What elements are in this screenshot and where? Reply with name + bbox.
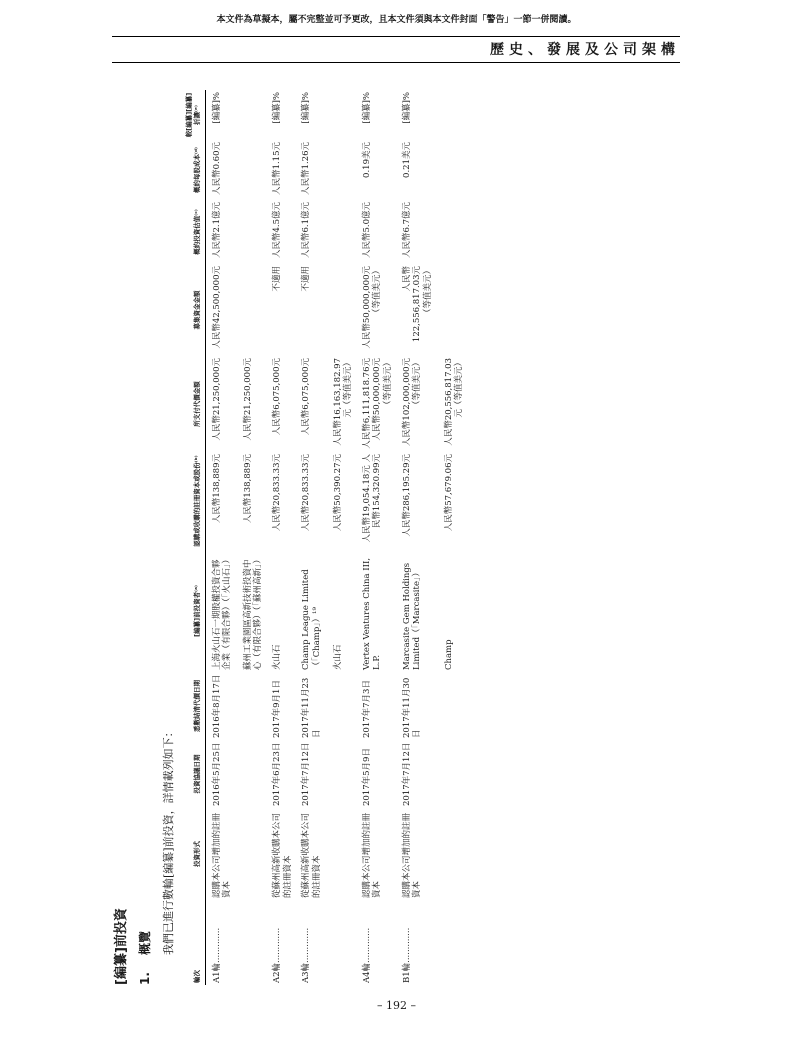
- cell-discount: [436, 90, 467, 140]
- cell-settlement-date: [436, 672, 467, 740]
- cell-discount: [編纂]%: [272, 92, 283, 124]
- cell-discount: [325, 90, 356, 140]
- cell-consideration: 人民幣21,250,000元: [211, 358, 222, 441]
- header-rule-top: [112, 36, 680, 37]
- cell-discount: [編纂]%: [361, 92, 372, 124]
- cell-investor: 火山石: [332, 644, 343, 670]
- table-row: [235, 90, 266, 985]
- cell-consideration: 人民幣6,111,818.76元 人民幣50,000,000元（等值美元）: [361, 358, 394, 449]
- subsection-number: 1.: [138, 972, 152, 985]
- cell-cost-per-share: 0.19美元: [361, 142, 372, 178]
- cell-consideration: 人民幣102,000,000元（等值美元）: [401, 358, 423, 447]
- cell-consideration: 人民幣6,075,000元: [272, 358, 283, 436]
- cell-valuation: 人民幣6.1億元: [301, 202, 312, 259]
- table-header-row: [185, 90, 205, 985]
- cell-discount: [編纂]%: [401, 92, 412, 124]
- cell-cost-per-share: [325, 140, 356, 200]
- cell-form: 從蘇州高新收購本公司的註冊資本: [272, 812, 293, 898]
- cell-round: A3輪.............: [301, 927, 312, 983]
- investment-table: [185, 90, 467, 985]
- cell-agreement-date: [436, 740, 467, 808]
- cell-cost-per-share: [235, 140, 266, 200]
- cell-consideration: 人民幣20,556,817.03元（等值美元）: [443, 358, 465, 446]
- cell-valuation: 人民幣6.7億元: [401, 202, 412, 259]
- col-header-investor: [編纂]前投資者⁽ᵃ⁾: [185, 550, 205, 672]
- table-row: [325, 90, 356, 985]
- cell-investor: Vertex Ventures China III, L.P.: [361, 557, 383, 670]
- cell-funds-raised: [436, 264, 467, 356]
- cell-round: [235, 900, 266, 985]
- table-row: [396, 90, 436, 985]
- cell-settlement-date: 2016年8月17日: [211, 674, 222, 738]
- cell-form: 認購本公司增加的註冊資本: [401, 812, 423, 898]
- cell-agreement-date: 2017年7月12日: [301, 742, 312, 806]
- cell-form: [436, 808, 467, 900]
- section-title: [編纂]前投資: [114, 908, 129, 985]
- cell-discount: [編纂]%: [211, 92, 222, 124]
- cell-discount: [235, 90, 266, 140]
- draft-notice: 本文件為草擬本，屬不完整並可予更改，且本文件須與本文件封面「警告」一節一併閱讀。: [216, 15, 577, 25]
- cell-form: 認購本公司增加的註冊資本: [211, 812, 233, 898]
- cell-valuation: 人民幣2.1億元: [211, 202, 222, 259]
- cell-form: [325, 808, 356, 900]
- cell-cost-per-share: 人民幣1.26元: [301, 142, 312, 195]
- intro-text: 我們已進行數輪[編纂]前投資，詳情載列如下：: [162, 726, 175, 955]
- col-header-cost-per-share: 概約每股成本⁽ᵈ⁾: [185, 140, 205, 200]
- cell-agreement-date: 2017年5月9日: [361, 748, 372, 806]
- cell-capital: 人民幣20,833.33元: [301, 454, 312, 532]
- cell-investor: 上海火山石一期股權投資合夥企業（有限合夥）（「火山石」）: [211, 555, 233, 670]
- col-header-round: 輪次: [185, 900, 205, 985]
- table-row: [295, 90, 324, 985]
- cell-discount: [編纂]%: [301, 92, 312, 124]
- col-header-settlement-date: 悉數結清代價日期: [185, 672, 205, 740]
- col-header-discount: 較[編纂][編纂]折讓⁽ᵉ⁾: [185, 90, 205, 140]
- cell-form: 認購本公司增加的註冊資本: [361, 812, 383, 898]
- cell-consideration: 人民幣6,075,000元: [301, 358, 312, 436]
- section-header-title: 歷史、發展及公司架構: [490, 42, 680, 58]
- cell-round: A1輪.............: [211, 927, 222, 983]
- cell-agreement-date: [235, 740, 266, 808]
- cell-investor: Marcasite Gem Holdings Limited（「Marcasite」）: [401, 562, 423, 670]
- col-header-valuation: 概約投資估值⁽ᶜ⁾: [185, 200, 205, 264]
- cell-settlement-date: 2017年11月23日: [301, 677, 322, 738]
- header-rule-bottom: [112, 62, 680, 63]
- cell-investor: Champ: [443, 639, 454, 670]
- cell-round: [325, 900, 356, 985]
- cell-valuation: [325, 200, 356, 264]
- col-header-funds-raised: 募集資金金額: [185, 264, 205, 356]
- cell-round: B1輪.............: [401, 927, 412, 983]
- subsection-heading: [136, 931, 153, 985]
- table-row: [205, 90, 235, 985]
- cell-investor: 火山石: [272, 644, 283, 670]
- table-row: [266, 90, 295, 985]
- cell-settlement-date: [235, 672, 266, 740]
- cell-settlement-date: 2017年7月3日: [361, 680, 372, 738]
- cell-valuation: [436, 200, 467, 264]
- cell-consideration: 人民幣16,163,182.97元（等值美元）: [332, 358, 354, 446]
- table-row: [436, 90, 467, 985]
- table-row: [356, 90, 396, 985]
- cell-round: A2輪.............: [272, 927, 283, 983]
- cell-capital: 人民幣57,679.06元: [443, 454, 454, 532]
- cell-funds-raised: 不適用: [301, 266, 312, 292]
- cell-valuation: 人民幣4.5億元: [272, 202, 283, 259]
- col-header-consideration: 所支付代價金額: [185, 356, 205, 452]
- cell-capital: 人民幣138,889元: [211, 454, 222, 524]
- cell-form: 從蘇州高新收購本公司的註冊資本: [301, 812, 322, 898]
- subsection-title: 概覽: [138, 930, 152, 955]
- cell-funds-raised: [325, 264, 356, 356]
- cell-funds-raised: 人民幣122,556,817.03元（等值美元）: [401, 266, 433, 343]
- cell-agreement-date: 2016年5月25日: [211, 742, 222, 806]
- cell-round: A4輪.............: [361, 927, 372, 983]
- cell-settlement-date: 2017年11月30日: [401, 677, 423, 738]
- rotated-landscape-content: [110, 90, 615, 985]
- cell-form: [235, 808, 266, 900]
- cell-consideration: 人民幣21,250,000元: [242, 358, 253, 441]
- cell-investor: Champ League Limited（「Champ」）¹⁹: [301, 569, 322, 670]
- cell-valuation: [235, 200, 266, 264]
- col-header-capital: 認購或收購的註冊資本或股份⁽ᵇ⁾: [185, 452, 205, 550]
- cell-capital: 人民幣286,195.29元: [401, 454, 412, 537]
- cell-cost-per-share: 0.21美元: [401, 142, 412, 178]
- cell-round: [436, 900, 467, 985]
- cell-agreement-date: 2017年7月12日: [401, 742, 412, 806]
- cell-funds-raised: 不適用: [272, 266, 283, 292]
- page-number: – 192 –: [377, 999, 416, 1012]
- cell-agreement-date: 2017年6月23日: [272, 742, 283, 806]
- cell-investor: 蘇州工業園區高新技術投資中心（有限合夥）（「蘇州高新」）: [242, 555, 264, 670]
- col-header-form: 投資形式: [185, 808, 205, 900]
- cell-settlement-date: [325, 672, 356, 740]
- cell-capital: 人民幣20,833.33元: [272, 454, 283, 532]
- cell-settlement-date: 2017年9月1日: [272, 680, 283, 738]
- cell-cost-per-share: 人民幣0.60元: [211, 142, 222, 195]
- cell-funds-raised: [235, 264, 266, 356]
- cell-funds-raised: 人民幣42,500,000元: [211, 266, 222, 349]
- cell-capital: 人民幣19,054.18元 人民幣154,320.99元: [361, 454, 383, 543]
- cell-cost-per-share: [436, 140, 467, 200]
- cell-valuation: 人民幣5.0億元: [361, 202, 372, 259]
- cell-capital: 人民幣50,390.27元: [332, 454, 343, 532]
- cell-funds-raised: 人民幣50,000,000元（等值美元）: [361, 266, 383, 349]
- cell-agreement-date: [325, 740, 356, 808]
- col-header-agreement-date: 投資協議日期: [185, 740, 205, 808]
- cell-capital: 人民幣138,889元: [242, 454, 253, 524]
- cell-cost-per-share: 人民幣1.15元: [272, 142, 283, 195]
